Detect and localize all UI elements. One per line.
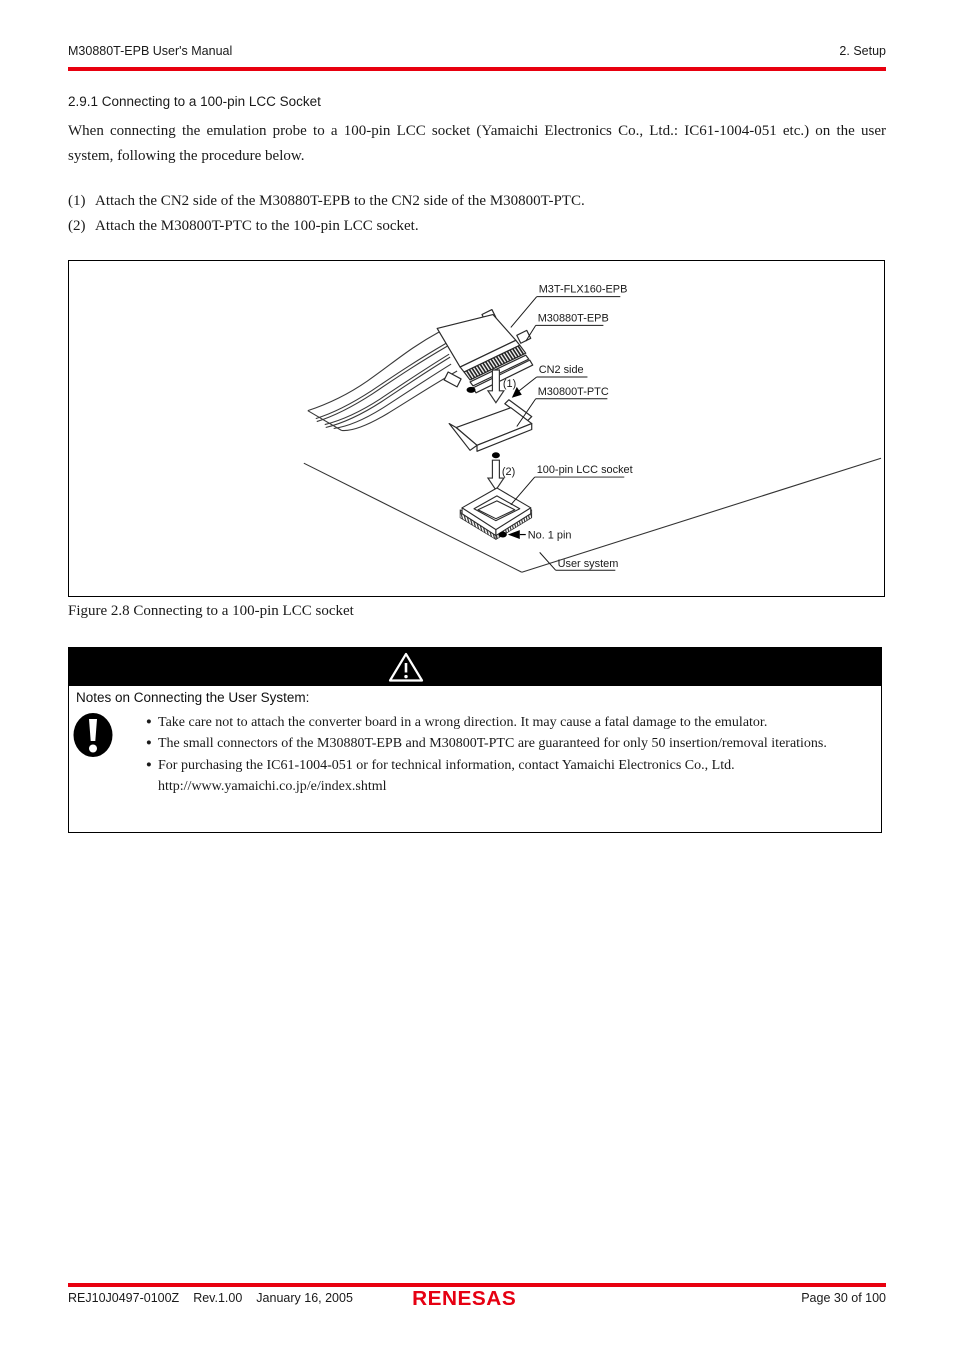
board-end-cap	[444, 372, 461, 387]
intro-paragraph: When connecting the emulation probe to a 100-pin LCC socket (Yamaichi Electronics Co., Ltd.: IC61-1004-051 etc.) on the user system, following the procedure below.	[68, 123, 886, 164]
step-1	[68, 189, 886, 214]
header-rule	[68, 67, 886, 71]
step-2-text: Attach the M30800T-PTC to the 100-pin LCC socket.	[95, 218, 419, 234]
label-cn2-side: CN2 side	[538, 364, 584, 376]
step-2-number: (2)	[68, 218, 86, 234]
notes-heading: Notes on Connecting the User System:	[76, 690, 310, 705]
ptc-board	[449, 400, 532, 452]
notes-list	[146, 712, 874, 798]
lcc-connection-diagram	[69, 261, 884, 596]
note-item	[146, 755, 874, 798]
exclamation-circle-icon	[73, 712, 113, 758]
renesas-logo	[410, 1288, 545, 1315]
header-doc-title: M30880T-EPB User's Manual	[68, 44, 233, 58]
note-item-text: ● For purchasing the IC61-1004-051 or for technical information, contact Yamaichi Electronics Co., Ltd.	[158, 757, 735, 773]
procedure-steps	[68, 189, 886, 239]
footer-page-info: Page 30 of 100	[801, 1291, 886, 1305]
renesas-logo-text: RENESAS	[412, 1288, 517, 1310]
footer-rule	[68, 1283, 886, 1287]
flex-cables	[308, 331, 457, 430]
footer-doc-number: REJ10J0497-0100Z	[68, 1291, 180, 1305]
label-epb: M30880T-EPB	[537, 312, 609, 325]
label-lcc-socket: 100-pin LCC socket	[536, 464, 633, 477]
cn2-pin1-dot-lower	[492, 452, 500, 458]
arrow-2-label: (2)	[501, 466, 516, 479]
label-user-system: User system	[557, 558, 619, 571]
label-flx: M3T-FLX160-EPB	[538, 283, 628, 296]
step-2	[68, 214, 886, 239]
lcc-socket	[460, 488, 532, 540]
figure-caption: Figure 2.8 Connecting to a 100-pin LCC socket	[68, 603, 354, 619]
footer-revision: Rev.1.00	[193, 1291, 243, 1305]
figure-2-8-box	[68, 260, 885, 597]
step-1-number: (1)	[68, 193, 86, 209]
note-item: ● The small connectors of the M30880T-EPB and M30800T-PTC are guaranteed for only 50 insertion/removal iterations.	[146, 733, 874, 754]
header-chapter: 2. Setup	[839, 44, 886, 58]
warning-triangle-icon	[388, 651, 424, 683]
footer-left	[68, 1291, 367, 1305]
cn2-pin1-dot-upper	[467, 387, 476, 393]
label-ptc: M30800T-PTC	[537, 385, 609, 398]
arrow-1-label: (1)	[502, 377, 517, 390]
pin1-label: No. 1 pin	[527, 529, 572, 542]
step-1-text: Attach the CN2 side of the M30880T-EPB to the CN2 side of the M30800T-PTC.	[95, 193, 585, 209]
caution-banner	[69, 648, 881, 686]
pin1-dot	[499, 532, 507, 538]
note-item: ● Take care not to attach the converter board in a wrong direction. It may cause a fatal damage to the emulator.	[146, 712, 874, 733]
yamaichi-url: http://www.yamaichi.co.jp/e/index.shtml	[158, 779, 387, 795]
probe-assembly	[437, 310, 533, 393]
caution-box	[68, 647, 882, 833]
footer-date: January 16, 2005	[256, 1291, 353, 1305]
section-heading: 2.9.1 Connecting to a 100-pin LCC Socket	[68, 94, 321, 109]
